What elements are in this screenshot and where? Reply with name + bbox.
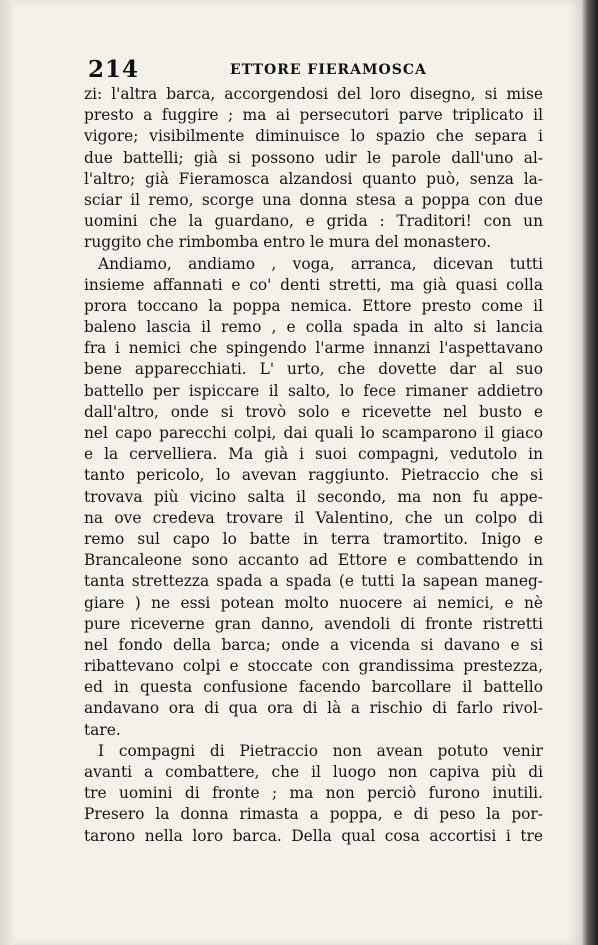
text-line: battello per ispiccare il salto, lo fece rimaner addietro [84, 381, 543, 400]
text-line: pure riceverne gran danno, avendoli di fronte ristretti [84, 614, 543, 633]
text-line: dall'altro, onde si trovò solo e ricevette nel busto e [84, 402, 543, 421]
text-line: Presero la donna rimasta a poppa, e di peso la por- [84, 805, 543, 824]
text-line: nel capo parecchi colpi, dai quali lo scamparono il giaco [84, 424, 543, 442]
text-line: tarono nella loro barca. Della qual cosa accortisi i tre [84, 826, 543, 845]
text-line: insieme affannati e co' denti stretti, ma già quasi colla [84, 275, 543, 294]
text-line: ribattevano colpi e stoccate con grandissima prestezza, [84, 657, 543, 676]
text-line: I compagni di Pietraccio non avean potuto venir [98, 741, 543, 760]
text-line: uomini che la guardano, e grida : Traditori! con un [84, 212, 543, 231]
text-line: Brancaleone sono accanto ad Ettore e combattendo in [84, 551, 543, 570]
page-header [84, 56, 554, 82]
text-line: avanti a combattere, che il luogo non capiva più di [84, 763, 543, 781]
page-number: 214 [88, 56, 140, 83]
running-title: ETTORE FIERAMOSCA [230, 62, 427, 78]
text-line: na ove credeva trovare il Valentino, che un colpo di [84, 508, 543, 527]
text-line: zi: l'altra barca, accorgendosi del loro disegno, si mise [84, 85, 543, 103]
page-left-edge [0, 0, 14, 945]
text-line: fra i nemici che spingendo l'arme innanzi l'aspettavano [84, 339, 543, 358]
text-line: tare. [84, 720, 121, 739]
body-text [84, 84, 543, 847]
text-line: sciar il remo, scorge una donna stesa a poppa con due [84, 190, 543, 209]
text-line: tanta strettezza spada a spada (e tutti la sapean maneg- [84, 572, 543, 591]
text-line: ed in questa confusione facendo barcollare il battello [84, 678, 543, 697]
text-line: presto a fuggire ; ma ai persecutori parve triplicato il [84, 106, 543, 125]
book-spine [582, 0, 598, 945]
text-line: tanto pericolo, lo avevan raggiunto. Pietraccio che si [84, 466, 543, 485]
text-line: andavano ora di qua ora di là a rischio di farlo rivol- [84, 699, 543, 718]
text-line: baleno lascia il remo , e colla spada in alto si lancia [84, 318, 543, 337]
text-line: remo sul capo lo batte in terra tramortito. Inigo e [84, 529, 543, 548]
text-line: trovava più vicino salta il secondo, ma non fu appe- [84, 487, 543, 506]
text-line: ruggito che rimbomba entro le mura del monastero. [84, 233, 492, 252]
text-line: l'altro; già Fieramosca alzandosi quanto può, senza la- [84, 169, 543, 188]
text-line: e la cervelliera. Ma già i suoi compagni, vedutolo in [84, 445, 543, 464]
text-line: Andiamo, andiamo , voga, arranca, dicevan tutti [98, 254, 543, 273]
text-line: nel fondo della barca; onde a vicenda si davano e si [84, 635, 543, 654]
text-line: giare ) ne essi potean molto nuocere ai nemici, e nè [84, 593, 543, 612]
text-line: bene apparecchiati. L' urto, che dovette dar al suo [84, 360, 543, 379]
text-line: vigore; visibilmente diminuisce lo spazio che separa i [84, 127, 543, 146]
text-line: tre uomini di fronte ; ma non perciò furono inutili. [84, 784, 543, 803]
text-line: prora toccano la poppa nemica. Ettore presto come il [84, 296, 543, 315]
text-line: due battelli; già si possono udir le parole dall'uno al- [84, 148, 543, 167]
